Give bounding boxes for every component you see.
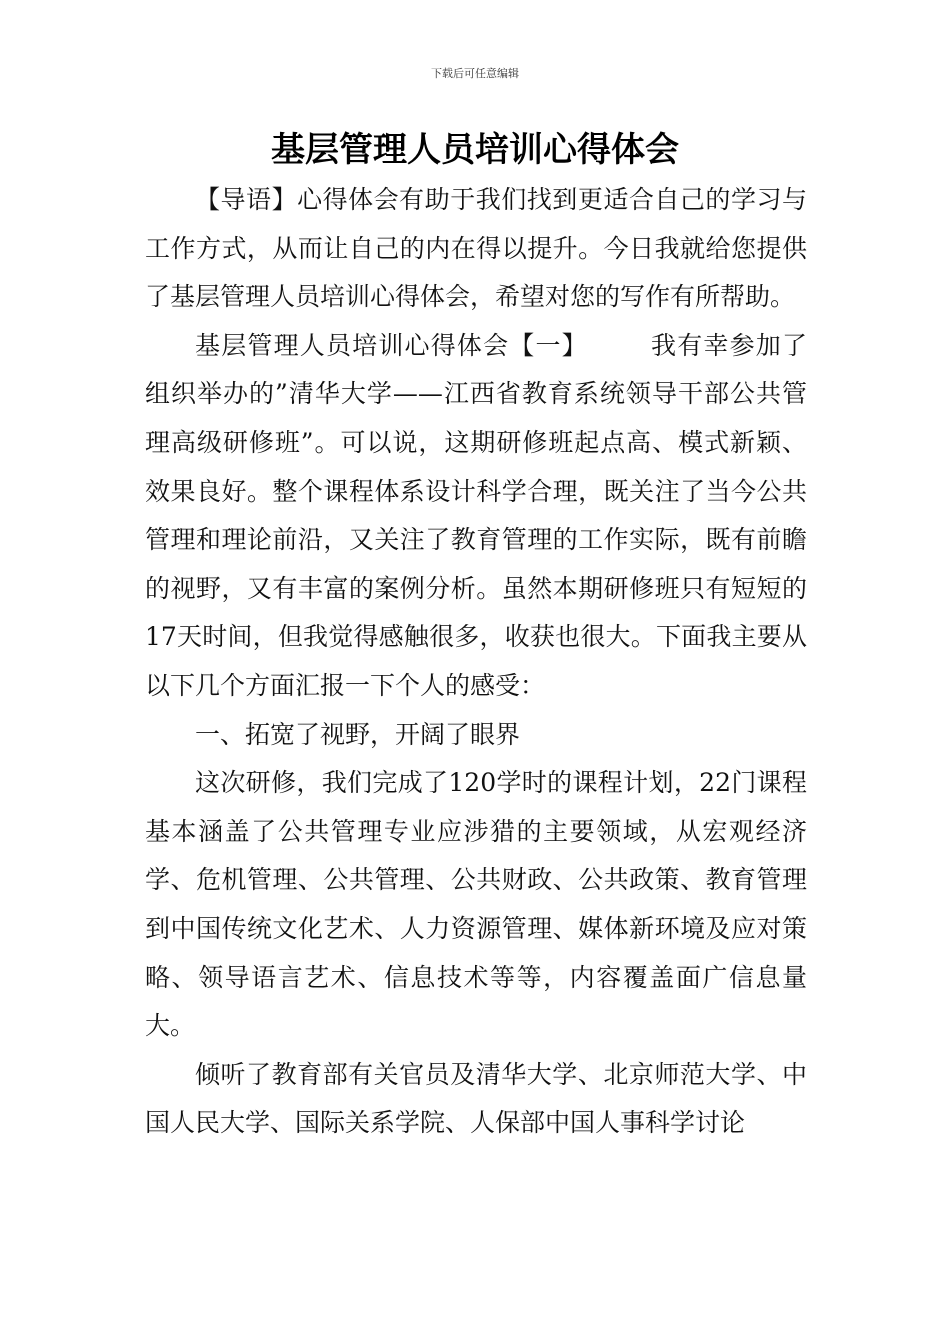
intro-paragraph: 【导语】心得体会有助于我们找到更适合自己的学习与工作方式，从而让自己的内在得以提升。今日我就给您提供了基层管理人员培训心得体会，希望对您的写作有所帮助。 (145, 185, 807, 312)
document-body (145, 176, 807, 1148)
subheading-one: 一、拓宽了视野，开阔了眼界 (195, 719, 521, 749)
section-one-paragraph (145, 322, 807, 711)
listen-paragraph: 倾听了教育部有关官员及清华大学、北京师范大学、中国人民大学、国际关系学院、人保部中国人事科学讨论 (145, 1059, 807, 1138)
section-one-text: 我有幸参加了组织举办的”清华大学——江西省教育系统领导干部公共管理高级研修班”。可以说，这期研修班起点高、模式新颖、效果良好。整个课程体系设计科学合理，既关注了当今公共管理和理论前沿，又关注了教育管理的工作实际，既有前瞻的视野，又有丰富的案例分析。虽然本期研修班只有短短的17天时间，但我觉得感触很多，收获也很大。下面我主要从以下几个方面汇报一下个人的感受： (145, 330, 807, 700)
document-title: 基层管理人员培训心得体会 (271, 130, 679, 170)
courses-paragraph: 这次研修，我们完成了120学时的课程计划，22门课程基本涵盖了公共管理专业应涉猎的主要领域，从宏观经济学、危机管理、公共管理、公共财政、公共政策、教育管理到中国传统文化艺术、人力资源管理、媒体新环境及应对策略、领导语言艺术、信息技术等等，内容覆盖面广信息量大。 (145, 768, 807, 1041)
section-one-label: 基层管理人员培训心得体会【一】 (195, 330, 588, 360)
header-note: 下载后可任意编辑 (431, 67, 519, 80)
